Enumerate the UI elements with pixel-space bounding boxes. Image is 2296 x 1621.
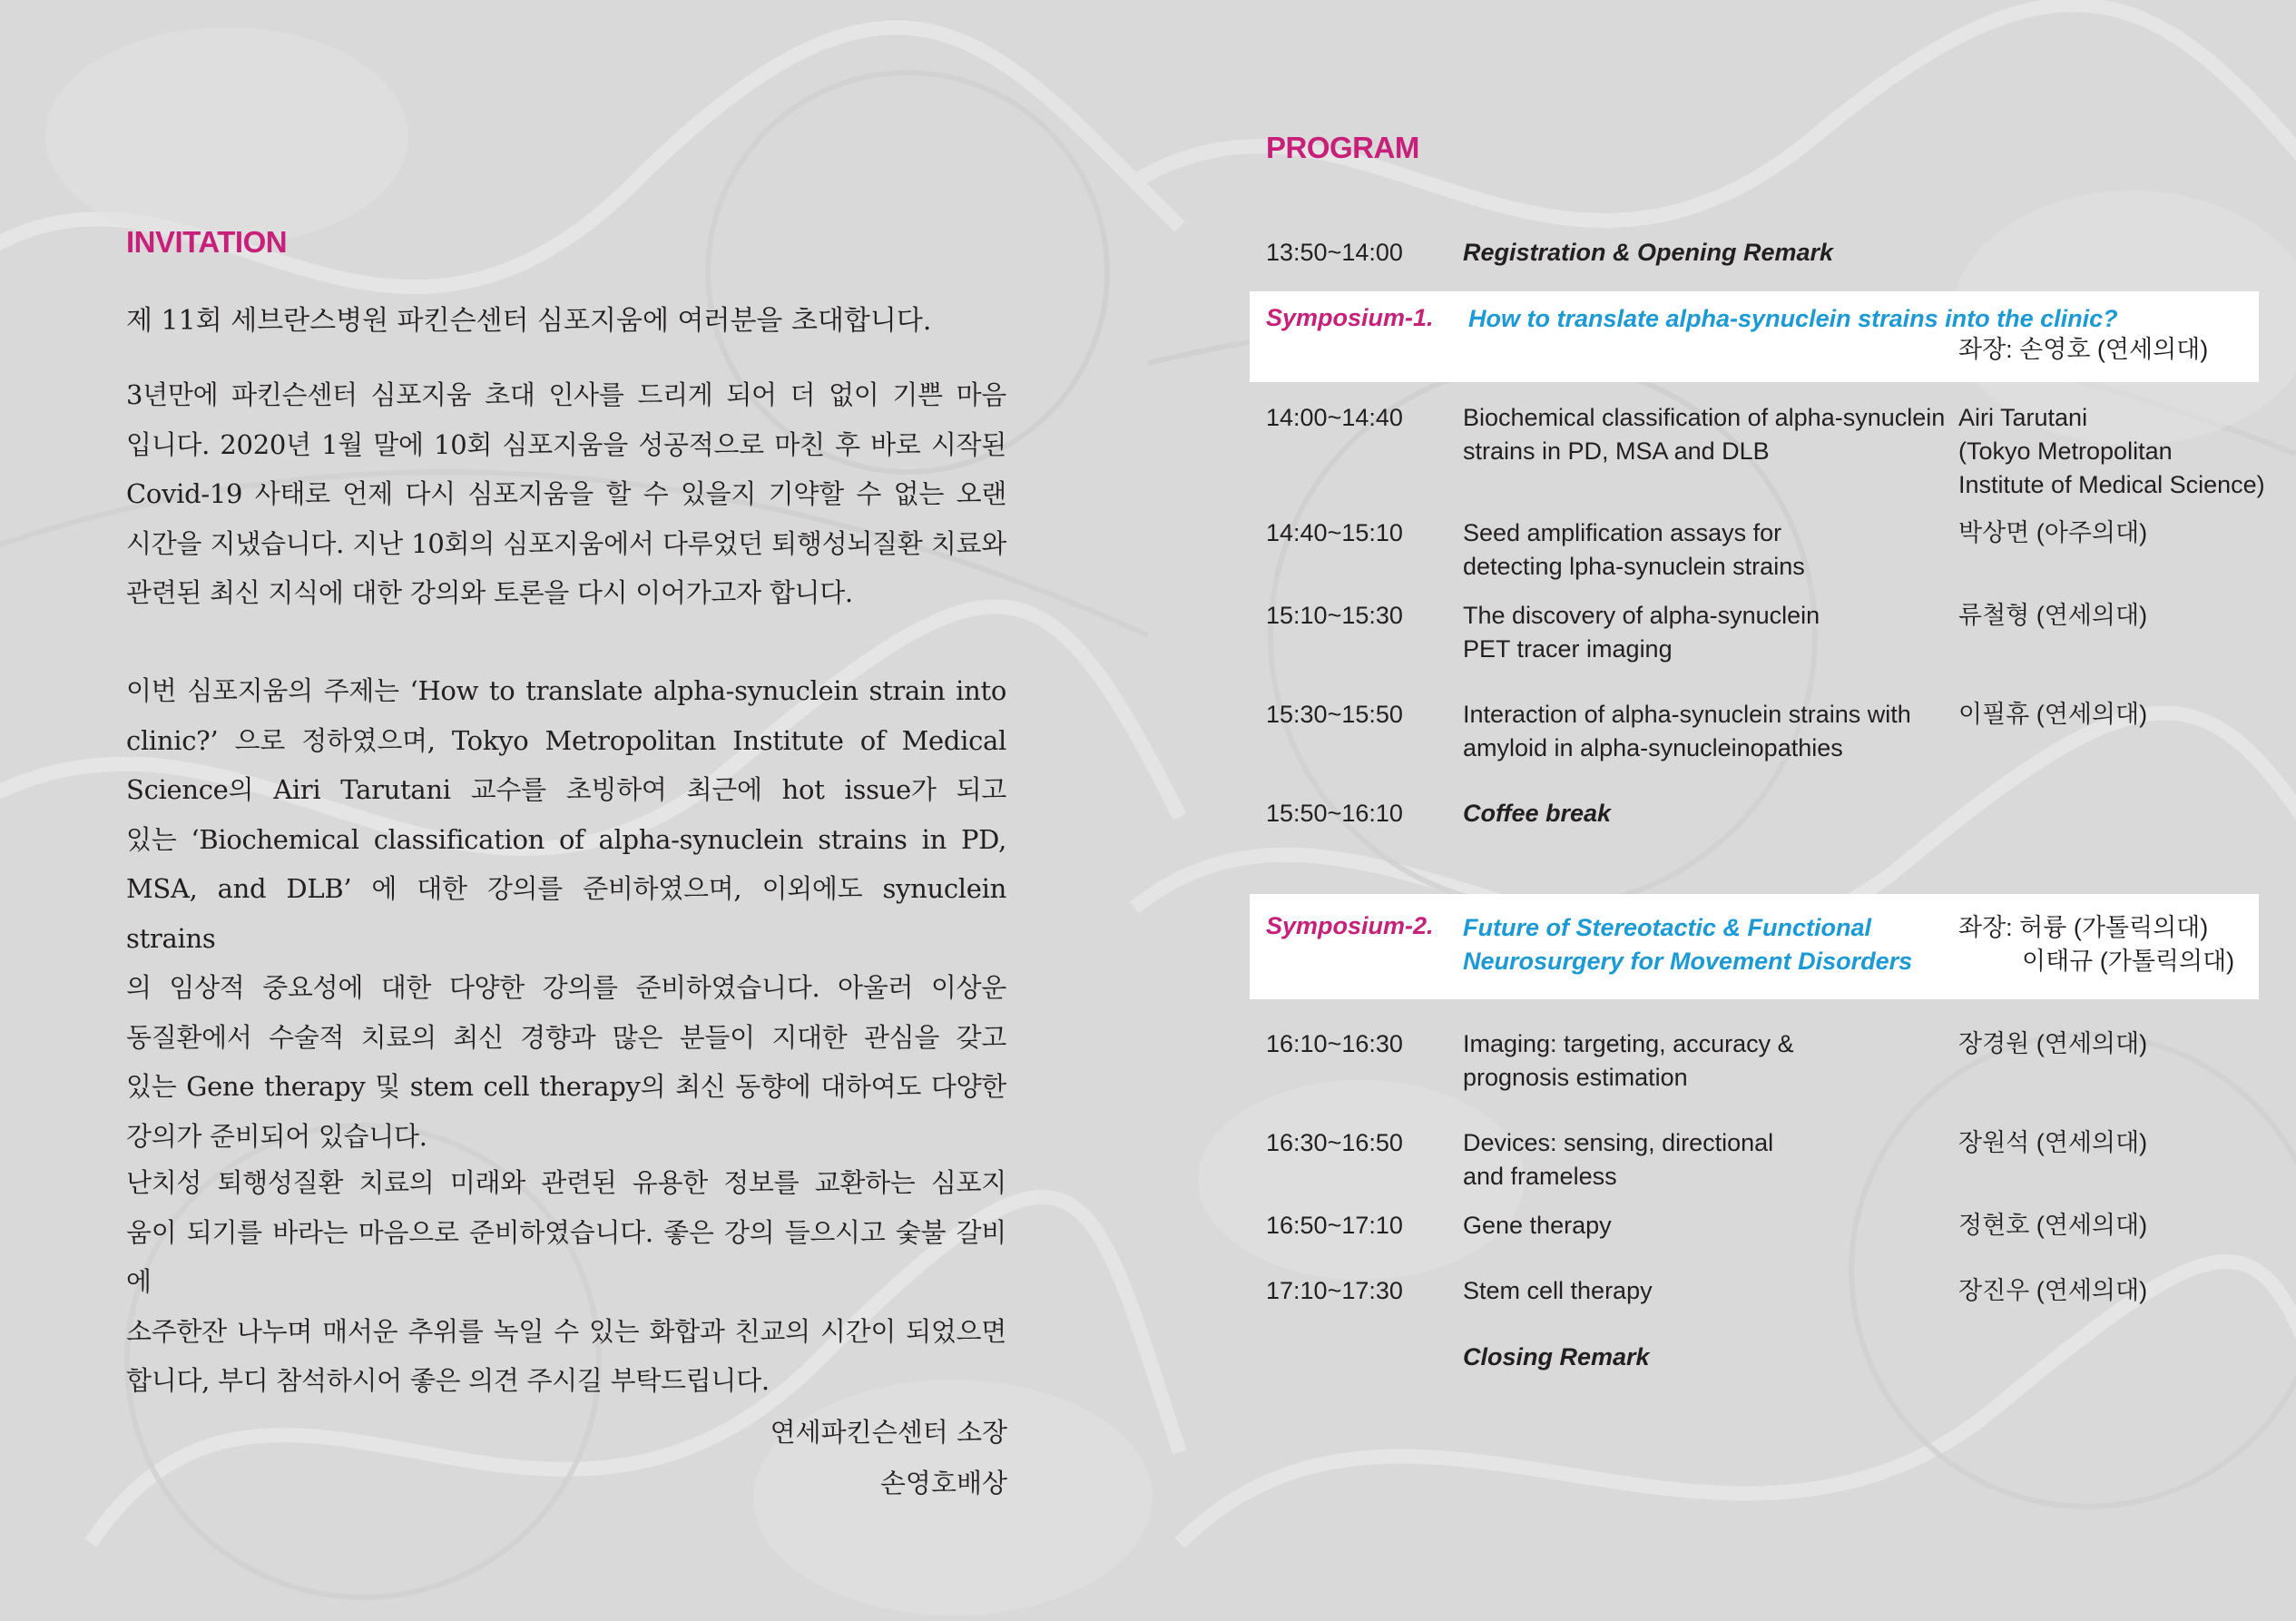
invitation-heading: INVITATION (126, 225, 288, 259)
paragraph-line: 소주한잔 나누며 매서운 추위를 녹일 수 있는 화합과 친교의 시간이 되었으면 (126, 1315, 1006, 1347)
signature-title: 연세파킨슨센터 소장 (770, 1417, 1007, 1448)
invitation-paragraph-3 (126, 1158, 1006, 1406)
session-speaker: 류철형 (연세의대) (1958, 602, 2148, 629)
session-title (1463, 516, 1971, 584)
session-speaker: 정현호 (연세의대) (1958, 1212, 2148, 1239)
symposium-2-title (1463, 911, 1935, 978)
session-title-line: and frameless (1463, 1163, 1617, 1190)
session-title: Closing Remark (1463, 1343, 1650, 1370)
chair-line: 이태규 (가톨릭의대) (2022, 948, 2235, 975)
session-speaker: 장경원 (연세의대) (1958, 1030, 2148, 1057)
session-title-line: Devices: sensing, directional (1463, 1129, 1774, 1156)
symposium-2-chair (1958, 911, 2234, 978)
session-title-line: prognosis estimation (1463, 1064, 1688, 1091)
speaker-line: (Tokyo Metropolitan (1958, 437, 2173, 465)
session-title (1463, 1027, 1971, 1095)
paragraph-line: 의 임상적 중요성에 대한 다양한 강의를 준비하였습니다. 아울러 이상운 (126, 972, 1006, 1003)
session-title: Coffee break (1463, 800, 1612, 827)
session-time: 14:00~14:40 (1266, 404, 1403, 431)
paragraph-line: 있는 Gene therapy 및 stem cell therapy의 최신 동향에 대하여도 다양한 (126, 1071, 1006, 1102)
session-speaker (1958, 401, 2285, 502)
session-title-line: The discovery of alpha-synuclein (1463, 602, 1820, 629)
paragraph-line: 이번 심포지움의 주제는 ‘How to translate alpha-synuclein strain into (126, 675, 1006, 706)
session-speaker: 이필휴 (연세의대) (1958, 701, 2148, 728)
session-speaker: 장진우 (연세의대) (1958, 1277, 2148, 1304)
session-title-line: amyloid in alpha-synucleinopathies (1463, 734, 1843, 761)
session-speaker: 박상면 (아주의대) (1958, 519, 2148, 546)
paragraph-line: 난치성 퇴행성질환 치료의 미래와 관련된 유용한 정보를 교환하는 심포지 (126, 1167, 1006, 1198)
session-title-line: Seed amplification assays for (1463, 519, 1782, 546)
paragraph-line: 입니다. 2020년 1월 말에 10회 심포지움을 성공적으로 마친 후 바로 시작된 (126, 428, 1006, 460)
program-heading: PROGRAM (1266, 131, 1419, 164)
session-time: 16:30~16:50 (1266, 1129, 1403, 1156)
session-title: Gene therapy (1463, 1212, 1612, 1239)
invitation-paragraph-2 (126, 666, 1006, 1161)
session-time: 17:10~17:30 (1266, 1277, 1403, 1304)
paragraph-line: 관련된 최신 지식에 대한 강의와 토론을 다시 이어가고자 합니다. (126, 577, 853, 608)
session-title-line: Imaging: targeting, accuracy & (1463, 1030, 1794, 1057)
session-title: Stem cell therapy (1463, 1277, 1653, 1304)
symposium-1-chair: 좌장: 손영호 (연세의대) (1958, 336, 2209, 363)
session-time: 16:50~17:10 (1266, 1212, 1403, 1239)
session-title-line: Interaction of alpha-synuclein strains with (1463, 701, 1911, 728)
symposium-1-label: Symposium-1. (1266, 304, 1434, 331)
paragraph-line: clinic?’ 으로 정하였으며, Tokyo Metropolitan Institute of Medical (126, 724, 1006, 756)
paragraph-line: MSA, and DLB’ 에 대한 강의를 준비하였으며, 이외에도 synuclein strains (126, 873, 1006, 954)
session-title: Registration & Opening Remark (1463, 239, 1834, 266)
chair-line: 좌장: 허륭 (가톨릭의대) (1958, 914, 2209, 941)
session-title-line: PET tracer imaging (1463, 635, 1673, 663)
paragraph-line: 합니다, 부디 참석하시어 좋은 의견 주시길 부탁드립니다. (126, 1365, 770, 1396)
session-title (1463, 401, 1971, 468)
session-title-line: detecting lpha-synuclein strains (1463, 553, 1805, 580)
paragraph-line: 움이 되기를 바라는 마음으로 준비하였습니다. 좋은 강의 들으시고 숯불 갈비에 (126, 1216, 1006, 1297)
program-panel (1148, 0, 2296, 1621)
paragraph-line: Covid-19 사태로 언제 다시 심포지움을 할 수 있을지 기약할 수 없는 오랜 (126, 478, 1006, 509)
session-title (1463, 1126, 1971, 1194)
symposium-2-label: Symposium-2. (1266, 912, 1434, 939)
invitation-paragraph-1 (126, 370, 1006, 618)
signature-name: 손영호배상 (879, 1468, 1007, 1498)
invitation-lead: 제 11회 세브란스병원 파킨슨센터 심포지움에 여러분을 초대합니다. (126, 305, 932, 337)
speaker-line: Airi Tarutani (1958, 404, 2088, 431)
session-speaker: 장원석 (연세의대) (1958, 1129, 2148, 1156)
paragraph-line: 3년만에 파킨슨센터 심포지움 초대 인사를 드리게 되어 더 없이 기쁜 마음 (126, 379, 1006, 410)
session-time: 15:30~15:50 (1266, 701, 1403, 728)
session-title-line: Biochemical classification of alpha-synuclein (1463, 404, 1946, 431)
paragraph-line: 강의가 준비되어 있습니다. (126, 1120, 427, 1152)
session-title (1463, 599, 1971, 666)
symposium-1-title: How to translate alpha-synuclein strains into the clinic? (1468, 305, 2118, 332)
paragraph-line: 있는 ‘Biochemical classification of alpha-synuclein strains in PD, (126, 823, 1006, 855)
paragraph-line: Science의 Airi Tarutani 교수를 초빙하여 최근에 hot issue가 되고 (126, 774, 1006, 805)
session-time: 16:10~16:30 (1266, 1030, 1403, 1057)
paragraph-line: 동질환에서 수술적 치료의 최신 경향과 많은 분들이 지대한 관심을 갖고 (126, 1021, 1006, 1053)
session-time: 15:50~16:10 (1266, 800, 1403, 827)
symposium-2-title-line: Neurosurgery for Movement Disorders (1463, 948, 1913, 975)
paragraph-line: 시간을 지냈습니다. 지난 10회의 심포지움에서 다루었던 퇴행성뇌질환 치료와 (126, 527, 1006, 559)
speaker-line: Institute of Medical Science) (1958, 471, 2265, 498)
session-time: 14:40~15:10 (1266, 519, 1403, 546)
session-time: 13:50~14:00 (1266, 239, 1403, 266)
session-title-line: strains in PD, MSA and DLB (1463, 437, 1770, 465)
session-title (1463, 698, 1971, 765)
session-time: 15:10~15:30 (1266, 602, 1403, 629)
symposium-2-title-line: Future of Stereotactic & Functional (1463, 914, 1872, 941)
